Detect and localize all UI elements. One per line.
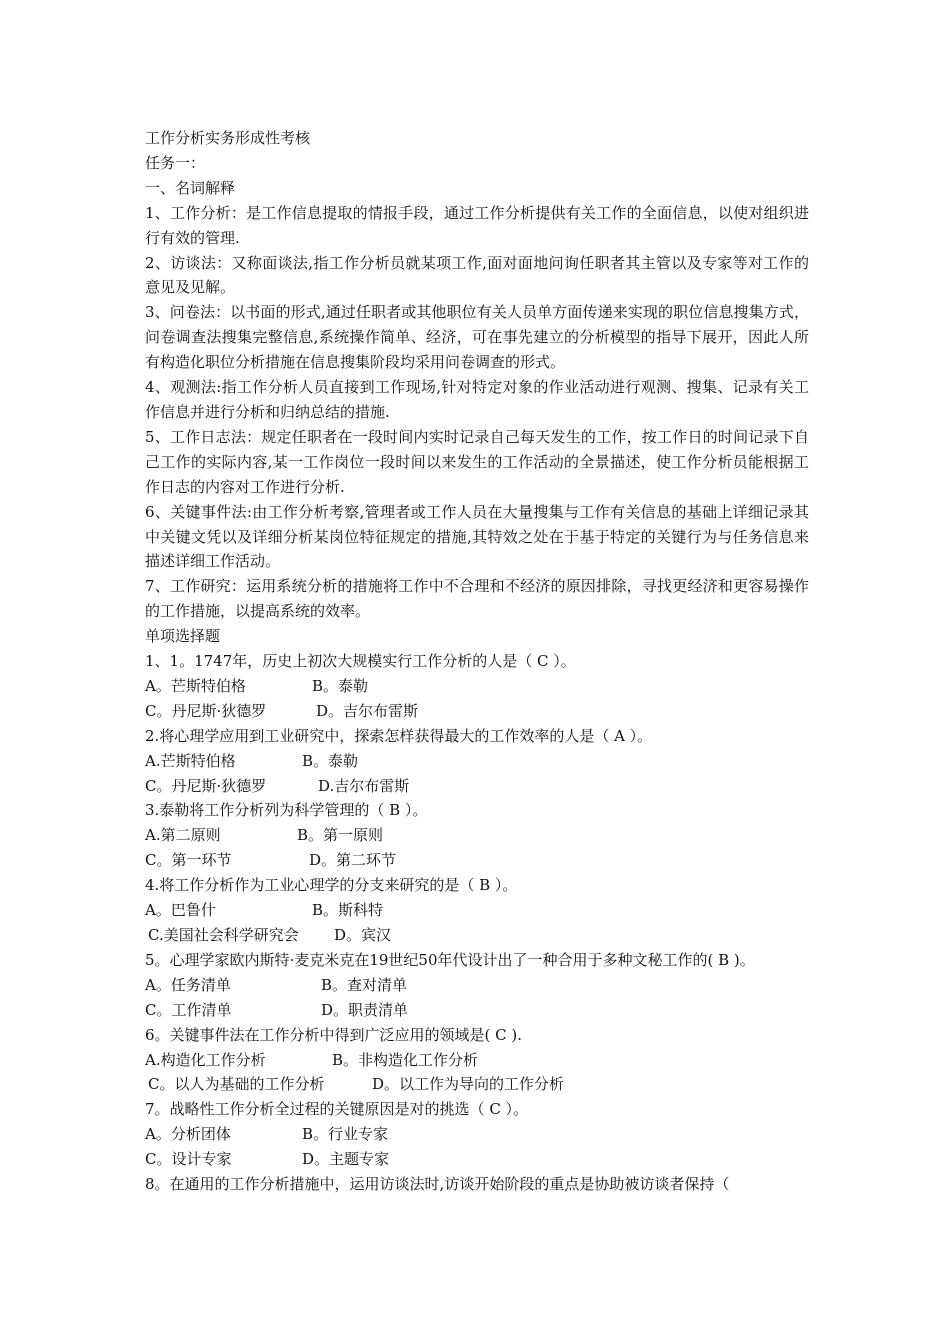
option-row bbox=[145, 923, 809, 948]
question-stem: 6。关键事件法在工作分析中得到广泛应用的领域是( C ). bbox=[145, 1025, 523, 1044]
option-c: C。第一环节 bbox=[145, 851, 232, 870]
option-a: A.构造化工作分析 bbox=[145, 1050, 266, 1069]
option-row bbox=[145, 1147, 809, 1172]
document-title: 工作分析实务形成性考核 bbox=[145, 129, 311, 147]
option-d: D.吉尔布雷斯 bbox=[318, 776, 410, 795]
option-b: B。查对清单 bbox=[321, 975, 408, 994]
option-c: C。设计专家 bbox=[145, 1150, 232, 1169]
option-c: C。工作清单 bbox=[145, 1000, 232, 1019]
option-row bbox=[145, 848, 809, 873]
section-heading-single-choice: 单项选择题 bbox=[145, 627, 221, 646]
option-row bbox=[145, 1122, 809, 1147]
question-stem: 7。战略性工作分析全过程的关键原因是对的挑选（ C ）。 bbox=[145, 1100, 529, 1119]
definition-paragraph: 2、访谈法：又称面谈法,指工作分析员就某项工作,面对面地问询任职者其主管以及专家等对工作的意见及见解。 bbox=[145, 253, 809, 297]
question-stem: 8。在通用的工作分析措施中，运用访谈法时,访谈开始阶段的重点是协助被访谈者保持（ bbox=[145, 1175, 730, 1194]
option-b: B。泰勒 bbox=[302, 751, 359, 770]
question-stem: 2.将心理学应用到工业研究中，探索怎样获得最大的工作效率的人是（ A ）。 bbox=[145, 726, 653, 745]
definition-paragraph: 4、观测法:指工作分析人员直接到工作现场,针对特定对象的作业活动进行观测、搜集、记录有关工作信息并进行分析和归纳总结的措施. bbox=[145, 378, 809, 421]
question-stem: 1、1。1747年，历史上初次大规模实行工作分析的人是（ C ）。 bbox=[145, 652, 576, 671]
option-c: C。丹尼斯·狄德罗 bbox=[145, 701, 267, 720]
option-d: D。以工作为导向的工作分析 bbox=[372, 1075, 565, 1094]
option-row bbox=[145, 774, 809, 799]
option-row bbox=[145, 1072, 809, 1097]
option-d: D。职责清单 bbox=[321, 1000, 409, 1019]
task-heading: 任务一： bbox=[145, 153, 206, 172]
definition-paragraph: 7、工作研究：运用系统分析的措施将工作中不合理和不经济的原因排除，寻找更经济和更容易操作的工作措施，以提高系统的效率。 bbox=[145, 577, 809, 621]
option-row bbox=[145, 823, 809, 848]
question-stem: 4.将工作分析作为工业心理学的分支来研究的是（ B ）。 bbox=[145, 876, 518, 895]
option-b: B。第一原则 bbox=[297, 826, 384, 845]
option-a: A。任务清单 bbox=[145, 975, 231, 994]
option-row bbox=[145, 973, 809, 998]
option-row bbox=[145, 674, 809, 699]
option-c: C。以人为基础的工作分析 bbox=[148, 1075, 325, 1094]
document-page bbox=[145, 126, 809, 1197]
option-row bbox=[145, 998, 809, 1023]
option-a: A。芒斯特伯格 bbox=[145, 676, 246, 695]
option-row bbox=[145, 898, 809, 923]
definition-paragraph: 5、工作日志法：规定任职者在一段时间内实时记录自己每天发生的工作，按工作日的时间记录下自己工作的实际内容,某一工作岗位一段时间以来发生的工作活动的全景描述，使工作分析员能根据工作日志的内容对工作进行分析. bbox=[145, 427, 809, 496]
definition-paragraph: 3、问卷法：以书面的形式,通过任职者或其他职位有关人员单方面传递来实现的职位信息搜集方式，问卷调查法搜集完整信息,系统操作简单、经济，可在事先建立的分析模型的指导下展开，因此人所有构造化职位分析措施在信息搜集阶段均采用问卷调查的形式。 bbox=[145, 303, 809, 372]
option-b: B。非构造化工作分析 bbox=[332, 1050, 479, 1069]
option-row bbox=[145, 749, 809, 774]
definition-paragraph: 1、工作分析：是工作信息提取的情报手段，通过工作分析提供有关工作的全面信息，以使对组织进行有效的管理. bbox=[145, 203, 809, 247]
option-b: B。泰勒 bbox=[312, 676, 369, 695]
option-c: C.美国社会科学研究会 bbox=[148, 926, 299, 944]
option-b: B。斯科特 bbox=[312, 901, 384, 920]
option-d: D。吉尔布雷斯 bbox=[316, 701, 419, 720]
definition-paragraph: 6、关键事件法:由工作分析考察,管理者或工作人员在大量搜集与工作有关信息的基础上详细记录其中关键文凭以及详细分析某岗位特征规定的措施,其特效之处在于基于特定的关键行为与任务信息来描述详细工作活动。 bbox=[145, 502, 809, 571]
question-stem: 5。心理学家欧内斯特·麦克米克在19世纪50年代设计出了一种合用于多种文秘工作的( B )。 bbox=[145, 950, 755, 969]
option-row bbox=[145, 1048, 809, 1073]
option-a: A.芒斯特伯格 bbox=[145, 751, 236, 770]
option-d: D。第二环节 bbox=[309, 851, 397, 870]
section-heading-definitions: 一、名词解释 bbox=[145, 178, 236, 197]
option-row bbox=[145, 699, 809, 724]
option-d: D。主题专家 bbox=[302, 1150, 390, 1169]
option-b: B。行业专家 bbox=[302, 1125, 389, 1144]
option-a: A。巴鲁什 bbox=[145, 901, 216, 920]
option-c: C。丹尼斯·狄德罗 bbox=[145, 776, 267, 795]
option-a: A。分析团体 bbox=[145, 1125, 231, 1144]
question-stem: 3.泰勒将工作分析列为科学管理的（ B ）。 bbox=[145, 801, 428, 820]
option-d: D。宾汉 bbox=[334, 926, 392, 944]
option-a: A.第二原则 bbox=[145, 826, 221, 845]
